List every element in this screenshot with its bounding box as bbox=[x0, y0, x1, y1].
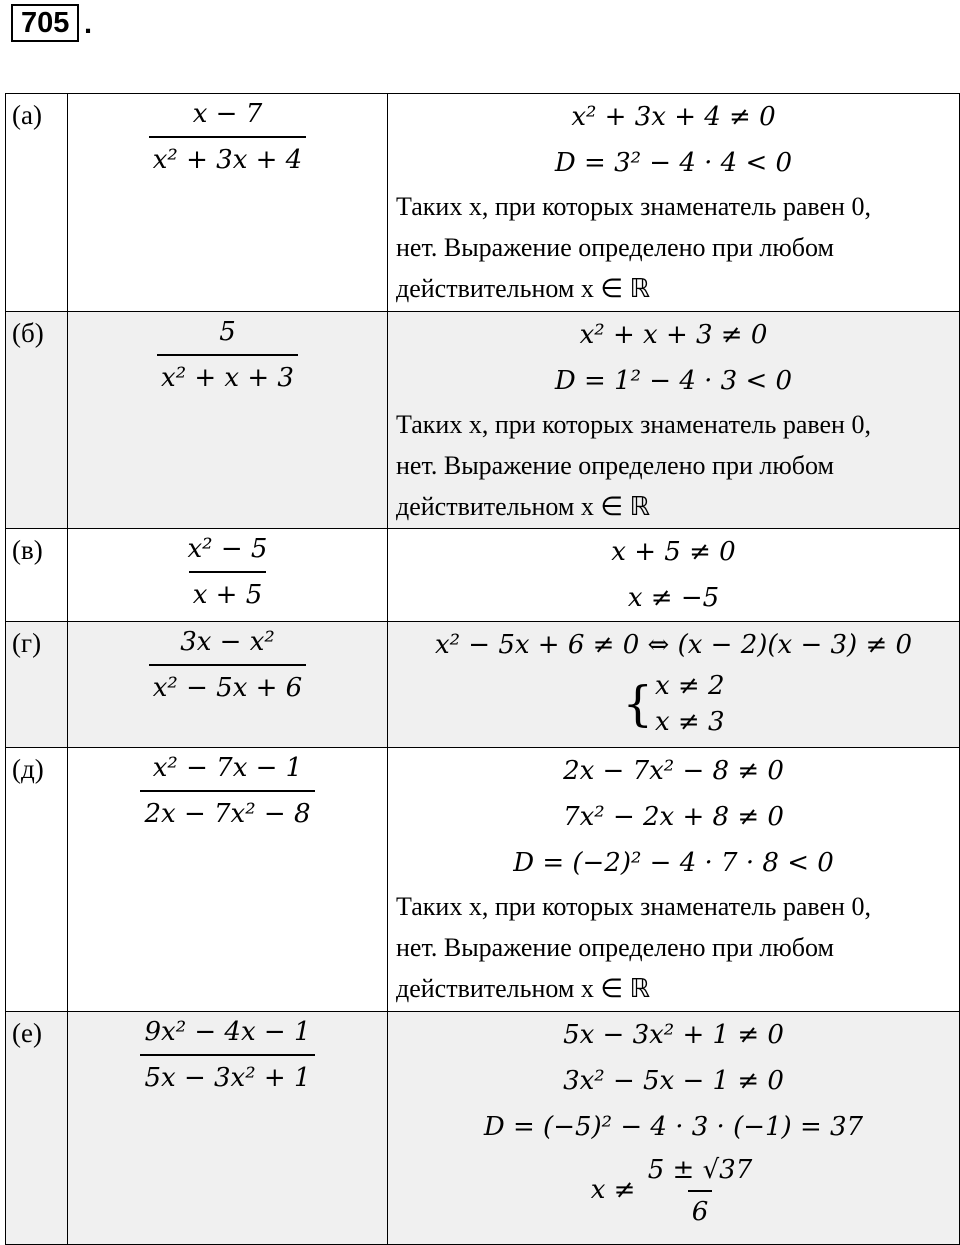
math-line: 7x² − 2x + 8 ≠ 0 bbox=[563, 802, 784, 832]
solution-fraction bbox=[644, 1152, 757, 1230]
expression-fraction bbox=[157, 314, 298, 396]
math-line: x + 5 ≠ 0 bbox=[611, 537, 736, 567]
solution-cell bbox=[388, 529, 960, 622]
solution-numerator: 5 ± √37 bbox=[647, 1155, 753, 1185]
text-line: нет. Выражение определено при любом bbox=[396, 933, 834, 962]
fraction-denominator: x² + x + 3 bbox=[157, 354, 298, 396]
math-line: x² + x + 3 ≠ 0 bbox=[579, 320, 768, 350]
row-label-cell bbox=[6, 312, 68, 529]
fraction-denominator: x² + 3x + 4 bbox=[149, 136, 306, 178]
row-label: (е) bbox=[12, 1018, 42, 1048]
solution-cell bbox=[388, 1012, 960, 1245]
text-line: действительном x ∈ ℝ bbox=[396, 974, 651, 1003]
math-line: D = (−5)² − 4 · 3 · (−1) = 37 bbox=[483, 1112, 864, 1142]
math-line: D = 3² − 4 · 4 < 0 bbox=[554, 148, 793, 178]
text-line: действительном x ∈ ℝ bbox=[396, 274, 651, 303]
math-line: D = (−2)² − 4 · 7 · 8 < 0 bbox=[513, 848, 834, 878]
fraction-denominator: x² − 5x + 6 bbox=[149, 664, 306, 706]
expression-fraction bbox=[149, 96, 306, 178]
equation-system bbox=[622, 668, 724, 740]
table-row bbox=[6, 94, 960, 312]
text-line: Таких x, при которых знаменатель равен 0, bbox=[396, 410, 871, 439]
problem-number-dot: . bbox=[84, 8, 93, 40]
problem-number: 705 bbox=[11, 4, 79, 42]
brace-icon: { bbox=[622, 676, 653, 732]
solution-prefix: x ≠ bbox=[590, 1175, 636, 1205]
expression-fraction bbox=[184, 531, 272, 613]
table-row bbox=[6, 529, 960, 622]
fraction-numerator: x² − 7x − 1 bbox=[152, 753, 303, 783]
solution-cell bbox=[388, 94, 960, 312]
text-line: Таких x, при которых знаменатель равен 0, bbox=[396, 892, 871, 921]
expression-fraction bbox=[149, 624, 306, 706]
fraction-numerator: 9x² − 4x − 1 bbox=[144, 1017, 311, 1047]
row-label-cell bbox=[6, 1012, 68, 1245]
expression-cell bbox=[68, 1012, 388, 1245]
table-row bbox=[6, 748, 960, 1012]
expression-cell bbox=[68, 748, 388, 1012]
math-line: 3x² − 5x − 1 ≠ 0 bbox=[563, 1066, 784, 1096]
solution-denominator: 6 bbox=[688, 1190, 713, 1230]
math-line: x² − 5x + 6 ≠ 0 ⇔ (x − 2)(x − 3) ≠ 0 bbox=[434, 630, 913, 660]
row-label: (в) bbox=[12, 535, 43, 565]
row-label: (г) bbox=[12, 628, 42, 658]
fraction-denominator: 5x − 3x² + 1 bbox=[140, 1054, 314, 1096]
table-row bbox=[6, 1012, 960, 1245]
solution-table bbox=[5, 93, 960, 1245]
system-condition: x ≠ 3 bbox=[655, 707, 725, 737]
math-line: D = 1² − 4 · 3 < 0 bbox=[554, 366, 793, 396]
system-conditions bbox=[655, 668, 725, 740]
solution-cell bbox=[388, 622, 960, 748]
math-line: 5x − 3x² + 1 ≠ 0 bbox=[563, 1020, 784, 1050]
text-line: нет. Выражение определено при любом bbox=[396, 451, 834, 480]
fraction-numerator: x² − 5 bbox=[187, 534, 268, 564]
table-row bbox=[6, 622, 960, 748]
fraction-denominator: x + 5 bbox=[189, 571, 267, 613]
expression-fraction bbox=[140, 1014, 314, 1096]
row-label-cell bbox=[6, 748, 68, 1012]
table-row bbox=[6, 312, 960, 529]
row-label: (б) bbox=[12, 318, 44, 348]
row-label-cell bbox=[6, 529, 68, 622]
expression-cell bbox=[68, 94, 388, 312]
row-label-cell bbox=[6, 94, 68, 312]
fraction-numerator: x − 7 bbox=[192, 99, 263, 129]
solution-cell bbox=[388, 748, 960, 1012]
fraction-numerator: 3x − x² bbox=[180, 627, 275, 657]
expression-cell bbox=[68, 529, 388, 622]
text-line: нет. Выражение определено при любом bbox=[396, 233, 834, 262]
fraction-numerator: 5 bbox=[219, 317, 236, 347]
text-line: действительном x ∈ ℝ bbox=[396, 492, 651, 521]
system-line bbox=[388, 668, 959, 747]
solution-cell bbox=[388, 312, 960, 529]
math-line: x² + 3x + 4 ≠ 0 bbox=[571, 102, 776, 132]
expression-cell bbox=[68, 622, 388, 748]
expression-fraction bbox=[140, 750, 314, 832]
expression-cell bbox=[68, 312, 388, 529]
text-line: Таких x, при которых знаменатель равен 0, bbox=[396, 192, 871, 221]
row-label-cell bbox=[6, 622, 68, 748]
row-label: (д) bbox=[12, 754, 44, 784]
math-line: x ≠ −5 bbox=[627, 583, 720, 613]
fraction-denominator: 2x − 7x² − 8 bbox=[140, 790, 314, 832]
system-condition: x ≠ 2 bbox=[655, 671, 725, 701]
math-line: 2x − 7x² − 8 ≠ 0 bbox=[563, 756, 784, 786]
row-label: (а) bbox=[12, 100, 42, 130]
solution-line bbox=[388, 1152, 959, 1230]
